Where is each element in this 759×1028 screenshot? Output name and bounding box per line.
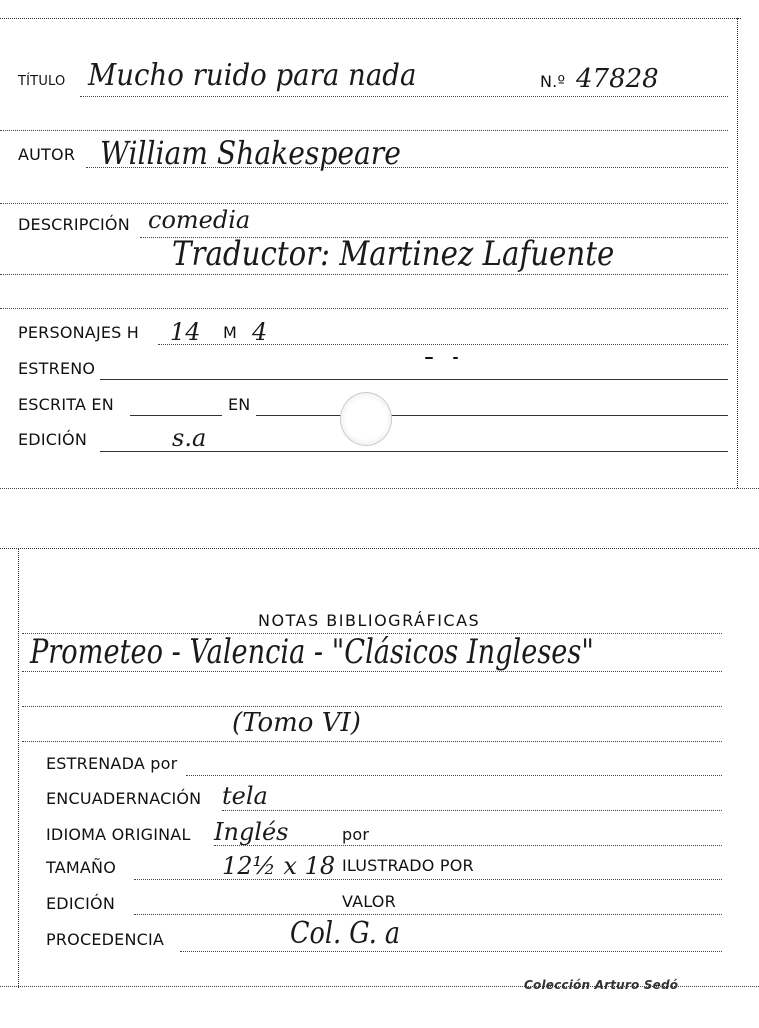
numero-label: N.º <box>540 72 566 91</box>
edicion-back-label: EDICIÓN <box>46 894 116 913</box>
front-card <box>0 0 759 500</box>
idioma-label: IDIOMA ORIGINAL <box>46 825 191 844</box>
autor-label: AUTOR <box>18 145 76 164</box>
escrita-rule-1 <box>130 415 222 416</box>
tamano-value: 12½ x 18 <box>222 852 336 880</box>
procedencia-label: PROCEDENCIA <box>46 930 165 949</box>
encuadernacion-value: tela <box>222 782 268 810</box>
edicion-rule <box>100 451 728 452</box>
traductor-value: Traductor: Martinez Lafuente <box>172 234 615 274</box>
encuadernacion-rule <box>222 810 722 811</box>
blank-rule-3 <box>0 274 728 275</box>
estreno-label: ESTRENO <box>18 359 96 378</box>
procedencia-value: Col. G. a <box>290 916 401 951</box>
edicion-label: EDICIÓN <box>18 430 88 449</box>
escrita-rule-2 <box>256 415 728 416</box>
edicion-value: s.a <box>172 424 207 452</box>
notas-heading: NOTAS BIBLIOGRÁFICAS <box>258 611 481 630</box>
idioma-por-label: por <box>342 825 370 844</box>
blank-rule-4 <box>0 308 728 309</box>
back-card <box>0 540 759 1028</box>
estrenada-rule <box>186 775 722 776</box>
blank-rule-1 <box>0 130 728 131</box>
personajes-label: PERSONAJES H <box>18 323 140 342</box>
card-bottom-edge <box>0 488 759 489</box>
card-border-top <box>0 548 759 549</box>
ink-mark <box>453 357 458 359</box>
tamano-rule <box>134 879 722 880</box>
notas-rule-3 <box>22 706 722 707</box>
card-border-right <box>737 18 738 488</box>
titulo-label: TÍTULO <box>18 74 66 89</box>
valor-label: VALOR <box>342 892 396 911</box>
ink-mark <box>425 357 433 359</box>
escrita-label: ESCRITA EN <box>18 395 114 414</box>
personajes-rule <box>158 344 728 345</box>
notas-rule-2 <box>22 671 722 672</box>
titulo-value: Mucho ruido para nada <box>88 58 417 93</box>
titulo-rule <box>80 96 728 97</box>
ilustrado-label: ILUSTRADO POR <box>342 856 474 875</box>
card-border-left <box>18 548 19 988</box>
notas-line1: Prometeo - Valencia - "Clásicos Ingleses" <box>30 632 594 672</box>
notas-rule-4 <box>22 741 722 742</box>
estrenada-label: ESTRENADA por <box>46 754 178 773</box>
descripcion-label: DESCRIPCIÓN <box>18 215 130 234</box>
edicion-back-rule <box>134 914 722 915</box>
coleccion-footer: Colección Arturo Sedó <box>524 978 679 992</box>
hole-punch-mark <box>340 392 392 446</box>
numero-value: 47828 <box>576 64 659 94</box>
autor-value: William Shakespeare <box>100 134 401 172</box>
card-border-top <box>0 18 741 19</box>
notas-line2: (Tomo VI) <box>232 708 361 738</box>
idioma-rule <box>214 845 722 846</box>
personajes-m-value: 4 <box>252 318 268 346</box>
procedencia-rule <box>180 951 722 952</box>
autor-rule <box>86 167 728 168</box>
personajes-h-value: 14 <box>170 318 201 346</box>
personajes-m-label: M <box>223 323 238 342</box>
tamano-label: TAMAÑO <box>46 858 116 877</box>
idioma-value: Inglés <box>214 818 289 846</box>
encuadernacion-label: ENCUADERNACIÓN <box>46 789 202 808</box>
descripcion-value: comedia <box>148 206 251 234</box>
blank-rule-2 <box>0 203 728 204</box>
escrita-en-label: EN <box>228 395 251 414</box>
estreno-rule <box>100 379 728 380</box>
